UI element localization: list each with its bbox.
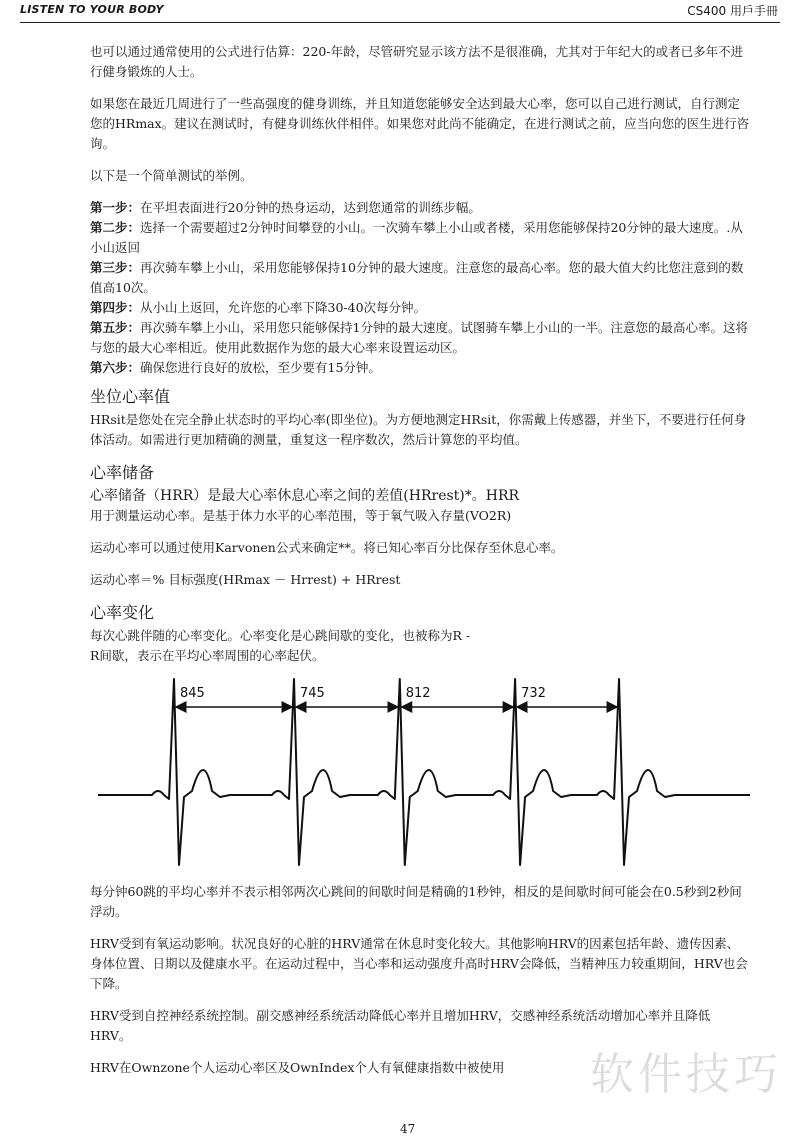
karvonen-text: 运动心率可以通过使用Karvonen公式来确定**。将已知心率百分比保存至休息心率。 [90, 540, 564, 555]
hrr-definition [90, 486, 750, 526]
step-label: 第三步： [90, 260, 141, 275]
hrsit-heading: 坐位心率值 [90, 387, 171, 406]
hrsit-text: HRsit是您处在完全静止状态时的平均心率(即坐位)。为方便地测定HRsit，你需戴上传感器，并坐下，不要进行任何身体活动。如需进行更加精确的测量，重复这一程序数次，然后计算您的平均值。 [90, 412, 747, 447]
hrr-heading: 心率储备 [90, 463, 155, 482]
karvonen-formula: 运动心率＝% 目标强度(HRmax － Hrrest) + HRrest [90, 572, 401, 587]
step-label: 第五步： [90, 320, 141, 335]
page-header [20, 0, 780, 23]
ecg-diagram [98, 675, 750, 875]
step-text: 选择一个需要超过2分钟时间攀登的小山。一次骑车攀上小山或者楼，采用您能够保持20分钟的最大速度。.从小山返回 [90, 220, 743, 255]
hrv-text-2: R间歇，表示在平均心率周围的心率起伏。 [90, 648, 325, 663]
step-5 [90, 318, 750, 358]
rr-interval-label: 732 [521, 686, 546, 701]
after-paragraph-2: HRV受到有氧运动影响。状况良好的心脏的HRV通常在休息时变化较大。其他影响HRV的因素包括年龄、遗传因素、身体位置、日期以及健康水平。在运动过程中，当心率和运动强度升高时HRV会降低，当精神压力较重期间，HRV也会下降。 [90, 936, 748, 991]
hrr-line-1: 心率储备（HRR）是最大心率休息心率之间的差值(HRrest)*。HRR [90, 488, 520, 504]
after-paragraph-3: HRV受到自控神经系统控制。副交感神经系统活动降低心率并且增加HRV，交感神经系统活动增加心率并且降低HRV。 [90, 1008, 711, 1043]
step-label: 第一步： [90, 200, 141, 215]
page-number: 47 [400, 1122, 416, 1136]
brand-text: LISTEN TO YOUR BODY [20, 3, 164, 16]
manual-title: CS400 用戶手冊 [687, 4, 778, 18]
main-content [90, 42, 750, 678]
hrv-heading: 心率变化 [90, 603, 155, 622]
step-4 [90, 298, 750, 318]
step-text: 从小山上返回，允许您的心率下降30-40次每分钟。 [140, 300, 427, 315]
test-steps [90, 198, 750, 378]
step-text: 再次骑车攀上小山，采用您只能够保持1分钟的最大速度。试图骑车攀上小山的一半。注意您的最高心率。这将与您的最大心率相近。使用此数据作为您的最大心率来设置运动区。 [90, 320, 748, 355]
rr-interval-labels [180, 686, 546, 701]
step-text: 在平坦表面进行20分钟的热身运动，达到您通常的训练步幅。 [140, 200, 481, 215]
step-3 [90, 258, 750, 298]
hrr-line-2: 用于测量运动心率。是基于体力水平的心率范围，等于氧气吸入存量(VO2R) [90, 508, 512, 523]
step-1 [90, 198, 750, 218]
after-paragraph-4: HRV在Ownzone个人运动心率区及OwnIndex个人有氧健康指数中被使用 [90, 1060, 505, 1075]
rr-interval-label: 812 [405, 686, 431, 701]
intro-paragraph-1: 也可以通过通常使用的公式进行估算：220-年龄，尽管研究显示该方法不是很准确，尤其对于年纪大的或者已多年不进行健身锻炼的人士。 [90, 44, 744, 79]
intro-paragraph-2: 如果您在最近几周进行了一些高强度的健身训练，并且知道您能够安全达到最大心率，您可以自己进行测试，自行测定您的HRmax。建议在测试时，有健身训练伙伴相伴。如果您对此尚不能确定，在进行测试之前，应当向您的医生进行咨询。 [90, 96, 750, 151]
hrv-text-1: 每次心跳伴随的心率变化。心率变化是心跳间歇的变化，也被称为R - [90, 628, 471, 643]
step-label: 第六步： [90, 360, 141, 375]
step-text: 再次骑车攀上小山，采用您能够保持10分钟的最大速度。注意您的最高心率。您的最大值大约比您注意到的数值高10次。 [90, 260, 744, 295]
intro-paragraph-3: 以下是一个简单测试的举例。 [90, 168, 253, 183]
step-text: 确保您进行良好的放松，至少要有15分钟。 [140, 360, 381, 375]
step-label: 第四步： [90, 300, 141, 315]
rr-interval-label: 845 [180, 686, 205, 701]
step-6 [90, 358, 750, 378]
watermark: 软件技巧 [590, 1049, 782, 1100]
rr-interval-label: 745 [299, 686, 325, 701]
step-label: 第二步： [90, 220, 141, 235]
after-paragraph-1: 每分钟60跳的平均心率并不表示相邻两次心跳间的间歇时间是精确的1秒钟，相反的是间歇时间可能会在0.5秒到2秒间浮动。 [90, 884, 742, 919]
step-2 [90, 218, 750, 258]
